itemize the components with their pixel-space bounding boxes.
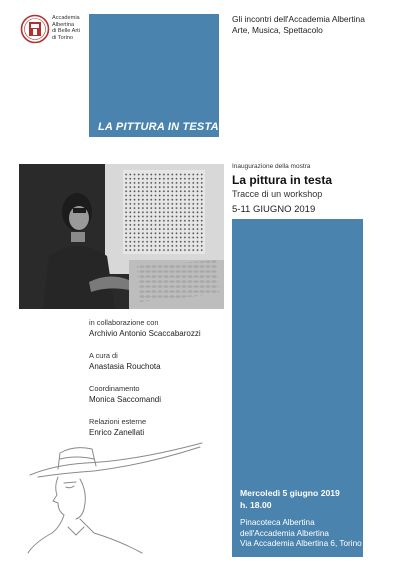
credit-name: Anastasia Rouchota: [89, 361, 161, 371]
series-line-2: Arte, Musica, Spettacolo: [232, 25, 323, 35]
archive-photo: [19, 164, 224, 309]
exhibition-dates: 5-11 GIUGNO 2019: [232, 204, 316, 215]
academy-seal-icon: [20, 14, 50, 44]
hat-man-sketch: [24, 435, 204, 555]
credit-curator: [89, 351, 161, 372]
logo-line: di Torino: [52, 34, 74, 41]
logo-line: Accademia: [52, 15, 80, 21]
blue-banner: [89, 14, 219, 137]
credit-role: in collaborazione con: [89, 318, 159, 327]
logo-line: Albertina: [52, 21, 75, 28]
credit-coordination: [89, 384, 161, 405]
credit-role: Relazioni esterne: [89, 417, 147, 426]
credit-role: A cura di: [89, 351, 118, 360]
series-line-1: Gli incontri dell'Accademia Albertina: [232, 14, 365, 24]
series-header: [232, 14, 365, 36]
inauguration-label: Inaugurazione della mostra: [232, 163, 311, 170]
credit-collaboration: [89, 318, 201, 339]
credit-name: Monica Saccomandi: [89, 394, 162, 404]
banner-title: LA PITTURA IN TESTA: [98, 121, 219, 133]
venue-line: Pinacoteca Albertina: [240, 518, 315, 527]
exhibition-subtitle: Tracce di un workshop: [232, 189, 323, 199]
credit-name: Archivio Antonio Scaccabarozzi: [89, 328, 201, 338]
venue-line: dell'Accademia Albertina: [240, 528, 329, 538]
logo-line: di Belle Arti: [52, 28, 80, 35]
event-date: Mercoledì 5 giugno 2019: [240, 488, 340, 498]
event-venue: [240, 518, 362, 550]
venue-line: Via Accademia Albertina 6, Torino: [240, 539, 362, 549]
credit-name: Enrico Zanellati: [89, 427, 145, 437]
credit-role: Coordinamento: [89, 384, 140, 393]
event-time: h. 18.00: [240, 500, 272, 510]
exhibition-title: La pittura in testa: [232, 173, 333, 187]
